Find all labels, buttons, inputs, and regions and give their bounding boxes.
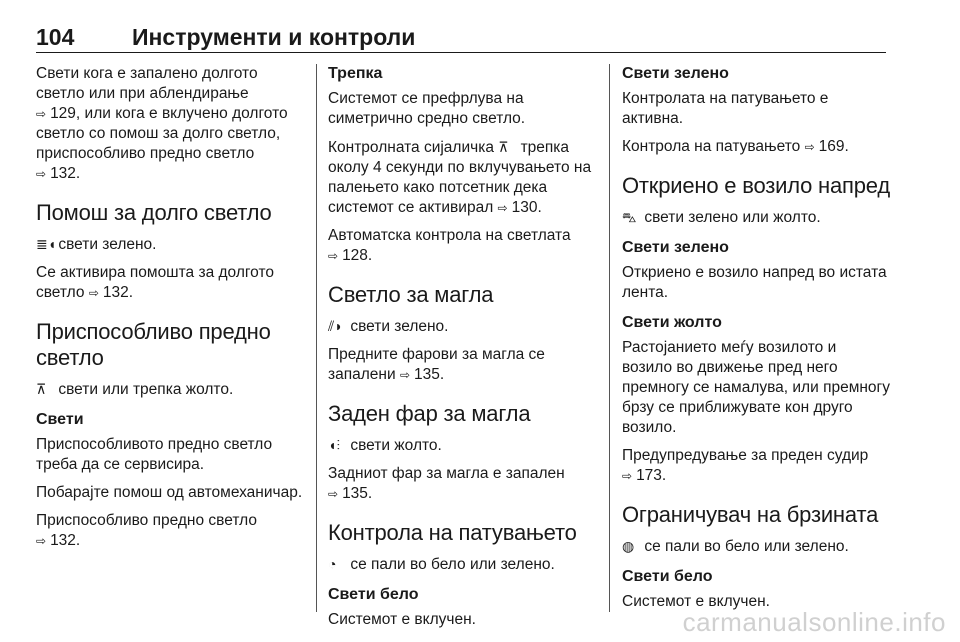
page-ref-icon: ⇨ <box>36 107 47 121</box>
sub-heading: Свети бело <box>328 586 419 603</box>
column-1 <box>36 64 306 559</box>
vehicle-ahead-icon: ⛍ <box>622 209 637 225</box>
paragraph: Контролната сијаличка ⊼ трепка околу 4 секунди по вклучувањето на палењето како потсетник дека системот се активирал ⇨ 130. <box>328 139 592 216</box>
cruise-control-icon: ◔ <box>328 556 337 572</box>
page-ref-icon: ⇨ <box>399 368 410 382</box>
paragraph: Контрола на патувањето ⇨ 169. <box>622 138 849 155</box>
sub-heading: Свети зелено <box>622 65 729 82</box>
paragraph: Задниот фар за магла е запален ⇨ 135. <box>328 465 565 502</box>
adaptive-light-icon: ⊼ <box>36 381 47 397</box>
section-heading: Приспособливо предно светло <box>36 319 271 370</box>
paragraph: Системот е вклучен. <box>328 611 476 628</box>
paragraph: ◍ се пали во бело или зелено. <box>622 538 849 555</box>
column-divider <box>316 64 317 612</box>
sub-heading: Свети <box>36 411 84 428</box>
column-2 <box>328 64 598 638</box>
speed-limiter-icon: ◍ <box>622 538 635 554</box>
paragraph: ◔ се пали во бело или зелено. <box>328 556 555 573</box>
adaptive-light-icon: ⊼ <box>498 139 509 155</box>
page-ref-icon: ⇨ <box>622 469 633 483</box>
section-heading: Ограничувач на брзината <box>622 502 879 527</box>
paragraph: Предупредување за преден судир ⇨ 173. <box>622 447 869 484</box>
paragraph: Растојанието меѓу возилото и возило во движење пред него премногу се намалува, или премногу брзу се приближувате кон друго возило. <box>622 339 890 436</box>
fog-light-icon: ⫽◗ <box>328 318 343 334</box>
watermark: carmanualsonline.info <box>682 607 946 637</box>
section-heading: Откриено е возило напред <box>622 173 890 198</box>
section-heading: Помош за долго светло <box>36 200 272 225</box>
paragraph: ◖⫶ свети жолто. <box>328 437 442 454</box>
high-beam-assist-icon: ≣◖ <box>36 236 57 252</box>
rear-fog-light-icon: ◖⫶ <box>328 437 340 453</box>
page-ref-icon: ⇨ <box>88 286 99 300</box>
paragraph: Контролата на патувањето е активна. <box>622 90 829 127</box>
paragraph: Предните фарови за магла се запалени ⇨ 135. <box>328 346 545 383</box>
sub-heading: Свети жолто <box>622 314 722 331</box>
page-ref-icon: ⇨ <box>36 534 47 548</box>
paragraph: Приспособливото предно светло треба да се сервисира. <box>36 436 273 473</box>
page-ref-icon: ⇨ <box>328 249 339 263</box>
section-heading: Светло за магла <box>328 282 494 307</box>
page-ref-icon: ⇨ <box>804 140 815 154</box>
page-number: 104 <box>36 24 75 50</box>
page-ref-icon: ⇨ <box>328 487 339 501</box>
column-divider <box>609 64 610 612</box>
paragraph: Автоматска контрола на светлата ⇨ 128. <box>328 227 571 264</box>
paragraph: ⊼ свети или трепка жолто. <box>36 381 234 398</box>
paragraph: Побарајте помош од автомеханичар. <box>36 484 303 501</box>
paragraph: Приспособливо предно светло ⇨ 132. <box>36 512 257 549</box>
sub-heading: Свети зелено <box>622 239 729 256</box>
page-title: Инструменти и контроли <box>132 24 416 50</box>
paragraph: Системот е вклучен. <box>622 593 770 610</box>
section-heading: Заден фар за магла <box>328 401 531 426</box>
page-ref-icon: ⇨ <box>497 201 508 215</box>
paragraph: Свети кога е запалено долгото светло или при аблендирање ⇨ 129, или кога е вклучено долгото светло со помош за долго светло, приспособливо предно светло ⇨ 132. <box>36 65 288 182</box>
paragraph: ⫽◗ свети зелено. <box>328 318 449 335</box>
paragraph: ≣◖ свети зелено. <box>36 236 157 253</box>
page-header <box>36 22 886 53</box>
page-ref-icon: ⇨ <box>36 167 47 181</box>
sub-heading: Трепка <box>328 65 383 82</box>
sub-heading: Свети бело <box>622 568 713 585</box>
paragraph: Откриено е возило напред во истата лента. <box>622 264 887 301</box>
column-3 <box>622 64 890 620</box>
paragraph: Системот се префрлува на симетрично средно светло. <box>328 90 526 127</box>
section-heading: Контрола на патувањето <box>328 520 577 545</box>
paragraph: ⛍ свети зелено или жолто. <box>622 209 821 226</box>
paragraph: Се активира помошта за долгото светло ⇨ 132. <box>36 264 275 301</box>
